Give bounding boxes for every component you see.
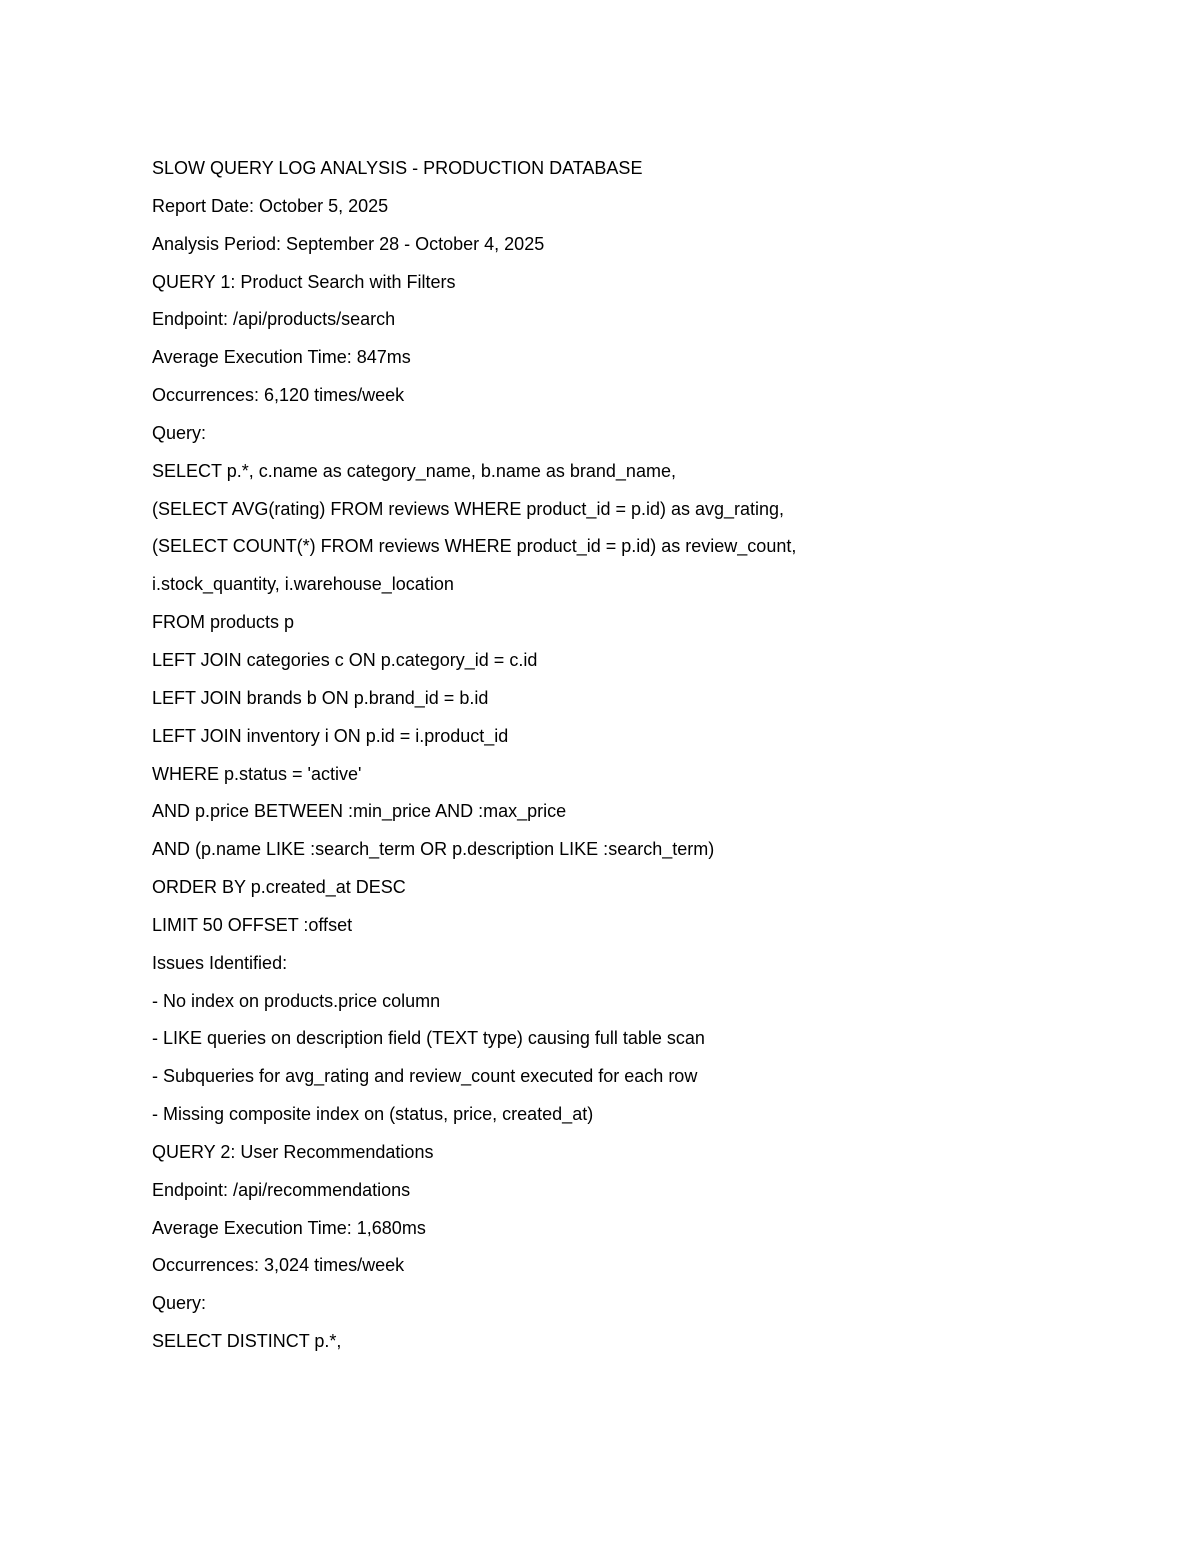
query-1-avg-time: Average Execution Time: 847ms	[152, 347, 411, 368]
query-1-sql-line: FROM products p	[152, 612, 295, 633]
query-1-sql-line: LIMIT 50 OFFSET :offset	[152, 914, 353, 935]
query-1-sql-line: AND (p.name LIKE :search_term OR p.description LIKE :search_term)	[152, 839, 715, 860]
query-1-sql-line: LEFT JOIN inventory i ON p.id = i.product_id	[152, 725, 509, 746]
query-1-endpoint: Endpoint: /api/products/search	[152, 309, 396, 330]
query-1-sql-line: LEFT JOIN brands b ON p.brand_id = b.id	[152, 687, 489, 708]
query-1-sql-line: i.stock_quantity, i.warehouse_location	[152, 574, 454, 595]
query-1-sql-line: ORDER BY p.created_at DESC	[152, 877, 406, 898]
query-2-heading: QUERY 2: User Recommendations	[152, 1141, 434, 1162]
document-body	[152, 150, 1112, 1361]
query-1-sql-line: SELECT p.*, c.name as category_name, b.name as brand_name,	[152, 460, 676, 481]
report-date: Report Date: October 5, 2025	[152, 195, 389, 216]
analysis-period: Analysis Period: September 28 - October 4, 2025	[152, 233, 545, 254]
query-1-heading: QUERY 1: Product Search with Filters	[152, 271, 456, 292]
query-2-occurrences: Occurrences: 3,024 times/week	[152, 1255, 405, 1276]
report-title: SLOW QUERY LOG ANALYSIS - PRODUCTION DATABASE	[152, 158, 643, 178]
issue-item: - No index on products.price column	[152, 990, 441, 1011]
query-1-sql-line: (SELECT AVG(rating) FROM reviews WHERE product_id = p.id) as avg_rating,	[152, 498, 785, 519]
query-1-occurrences: Occurrences: 6,120 times/week	[152, 385, 405, 406]
issue-item: - Missing composite index on (status, price, created_at)	[152, 1104, 594, 1125]
issues-heading: Issues Identified:	[152, 952, 288, 973]
query-2-endpoint: Endpoint: /api/recommendations	[152, 1179, 411, 1200]
query-2-sql-line: SELECT DISTINCT p.*,	[152, 1331, 342, 1352]
issue-item: - LIKE queries on description field (TEXT type) causing full table scan	[152, 1028, 705, 1049]
query-2-avg-time: Average Execution Time: 1,680ms	[152, 1217, 426, 1238]
query-1-sql-line: AND p.price BETWEEN :min_price AND :max_price	[152, 801, 567, 822]
query-1-sql-line: LEFT JOIN categories c ON p.category_id = c.id	[152, 649, 538, 670]
query-2-query-label: Query:	[152, 1293, 207, 1314]
issue-item: - Subqueries for avg_rating and review_count executed for each row	[152, 1066, 698, 1087]
query-1-sql-line: (SELECT COUNT(*) FROM reviews WHERE product_id = p.id) as review_count,	[152, 536, 797, 557]
query-1-query-label: Query:	[152, 422, 207, 443]
query-1-sql-line: WHERE p.status = 'active'	[152, 763, 362, 784]
